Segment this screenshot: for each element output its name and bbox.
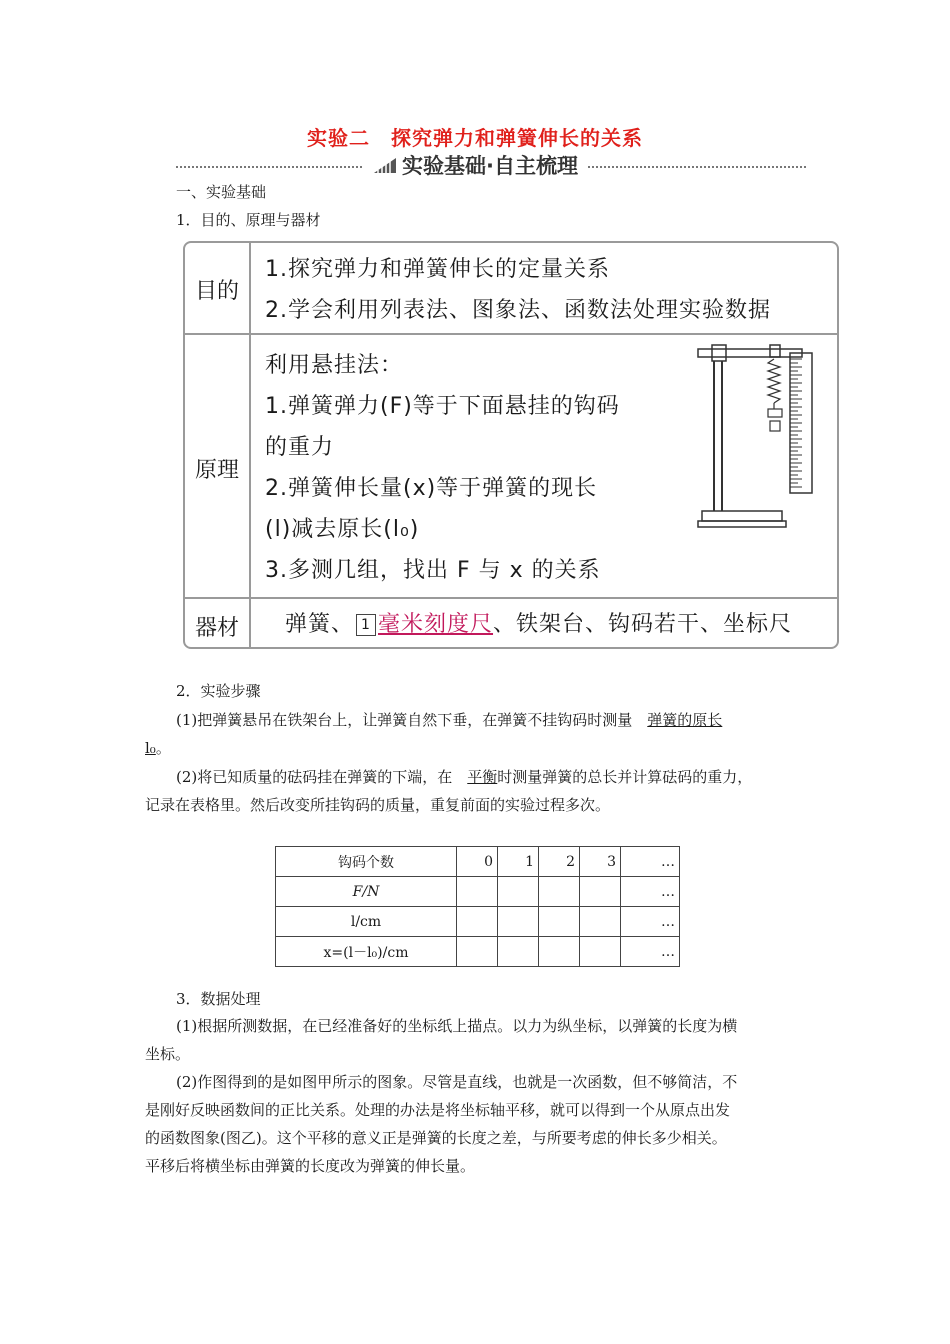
table-cell (498, 907, 539, 937)
principle-line-2: 1.弹簧弹力(F)等于下面悬挂的钩码 (265, 394, 620, 419)
table-cell (498, 937, 539, 967)
row-divider (185, 333, 837, 335)
box-divider (249, 243, 251, 647)
section-heading: 一、实验基础 (176, 183, 267, 201)
blank-number: 1 (356, 614, 376, 636)
step-2-text-b: 时测量弹簧的总长并计算砝码的重力， (497, 768, 753, 786)
table-cell: 钩码个数 (276, 847, 457, 877)
process-2-cont: 是刚好反映函数间的正比关系。处理的办法是将坐标轴平移，就可以得到一个从原点出发 (145, 1101, 731, 1119)
table-cell (457, 907, 498, 937)
step-1-text: (1)把弹簧悬吊在铁架台上，让弹簧自然下垂，在弹簧不挂钩码时测量 (176, 711, 633, 729)
process-2-cont: 的函数图象(图乙)。这个平移的意义正是弹簧的长度之差，与所要考虑的伸长多少相关。 (145, 1129, 727, 1147)
table-cell (580, 877, 621, 907)
process-2-cont: 平移后将横坐标由弹簧的长度改为弹簧的伸长量。 (145, 1157, 476, 1175)
principle-line-1: 利用悬挂法： (265, 353, 404, 378)
purpose-line-1: 1.探究弹力和弹簧伸长的定量关系 (265, 257, 610, 282)
page-title: 实验二 探究弹力和弹簧伸长的关系 (307, 126, 643, 150)
table-cell: l/cm (276, 907, 457, 937)
table-cell: 2 (539, 847, 580, 877)
row-label-purpose: 目的 (194, 279, 239, 304)
iron-stand-spring-illustration (690, 343, 830, 535)
row-divider (185, 597, 837, 599)
table-cell (580, 937, 621, 967)
table-cell: 1 (498, 847, 539, 877)
table-row (276, 877, 680, 907)
principle-line-6: 3.多测几组，找出 F 与 x 的关系 (265, 558, 601, 583)
subsection-heading: 1．目的、原理与器材 (176, 211, 321, 229)
step-2 (176, 763, 836, 791)
principle-line-5: (l)减去原长(l₀) (265, 517, 420, 542)
purpose-text (265, 249, 771, 331)
subsection-heading: 3．数据处理 (176, 990, 261, 1008)
step-2-cont: 记录在表格里。然后改变所挂钩码的质量，重复前面的实验过程多次。 (145, 796, 611, 814)
step-2-text: (2)将已知质量的砝码挂在弹簧的下端，在 (176, 768, 453, 786)
table-cell: … (621, 847, 680, 877)
purpose-line-2: 2.学会利用列表法、图象法、函数法处理实验数据 (265, 298, 771, 323)
table-cell: F/N (276, 877, 457, 907)
process-1-cont: 坐标。 (145, 1045, 191, 1063)
table-cell: … (621, 877, 680, 907)
table-cell: 3 (580, 847, 621, 877)
section-banner (364, 150, 586, 180)
equipment-suffix: 、铁架台、钩码若干、坐标尺 (493, 612, 793, 637)
process-1: (1)根据所测数据，在已经准备好的坐标纸上描点。以力为纵坐标，以弹簧的长度为横 (176, 1017, 738, 1035)
principle-line-3: 的重力 (265, 435, 335, 460)
table-cell (539, 937, 580, 967)
table-cell: … (621, 907, 680, 937)
subsection-heading: 2．实验步骤 (176, 682, 261, 700)
principle-box (183, 241, 839, 649)
principle-line-4: 2.弹簧伸长量(x)等于弹簧的现长 (265, 476, 598, 501)
answer-highlight: 毫米刻度尺 (378, 612, 494, 637)
table-cell (457, 937, 498, 967)
step-1-answer-cont: l₀ (145, 739, 156, 757)
step-1-end: 。 (155, 739, 171, 757)
table-cell (457, 877, 498, 907)
step-1-answer: 弹簧的原长 (647, 711, 723, 729)
table-cell (580, 907, 621, 937)
table-row (276, 847, 680, 877)
step-1-cont (145, 734, 171, 762)
principle-text (265, 345, 620, 591)
stairs-icon (372, 155, 398, 175)
table-cell: 0 (457, 847, 498, 877)
table-cell (498, 877, 539, 907)
row-label-equipment: 器材 (194, 616, 239, 641)
measurement-table (275, 846, 680, 967)
table-row (276, 907, 680, 937)
equipment-prefix: 弹簧、 (285, 612, 355, 637)
row-label-principle: 原理 (194, 458, 239, 483)
step-2-answer: 平衡 (467, 768, 498, 786)
step-1 (176, 706, 816, 734)
table-row (276, 937, 680, 967)
table-cell: … (621, 937, 680, 967)
equipment-text (285, 604, 792, 645)
table-cell (539, 907, 580, 937)
process-2: (2)作图得到的是如图甲所示的图象。尽管是直线，也就是一次函数，但不够简洁，不 (176, 1073, 738, 1091)
banner-text: 实验基础·自主梳理 (402, 154, 578, 178)
table-cell: x=(l－l₀)/cm (276, 937, 457, 967)
table-cell (539, 877, 580, 907)
